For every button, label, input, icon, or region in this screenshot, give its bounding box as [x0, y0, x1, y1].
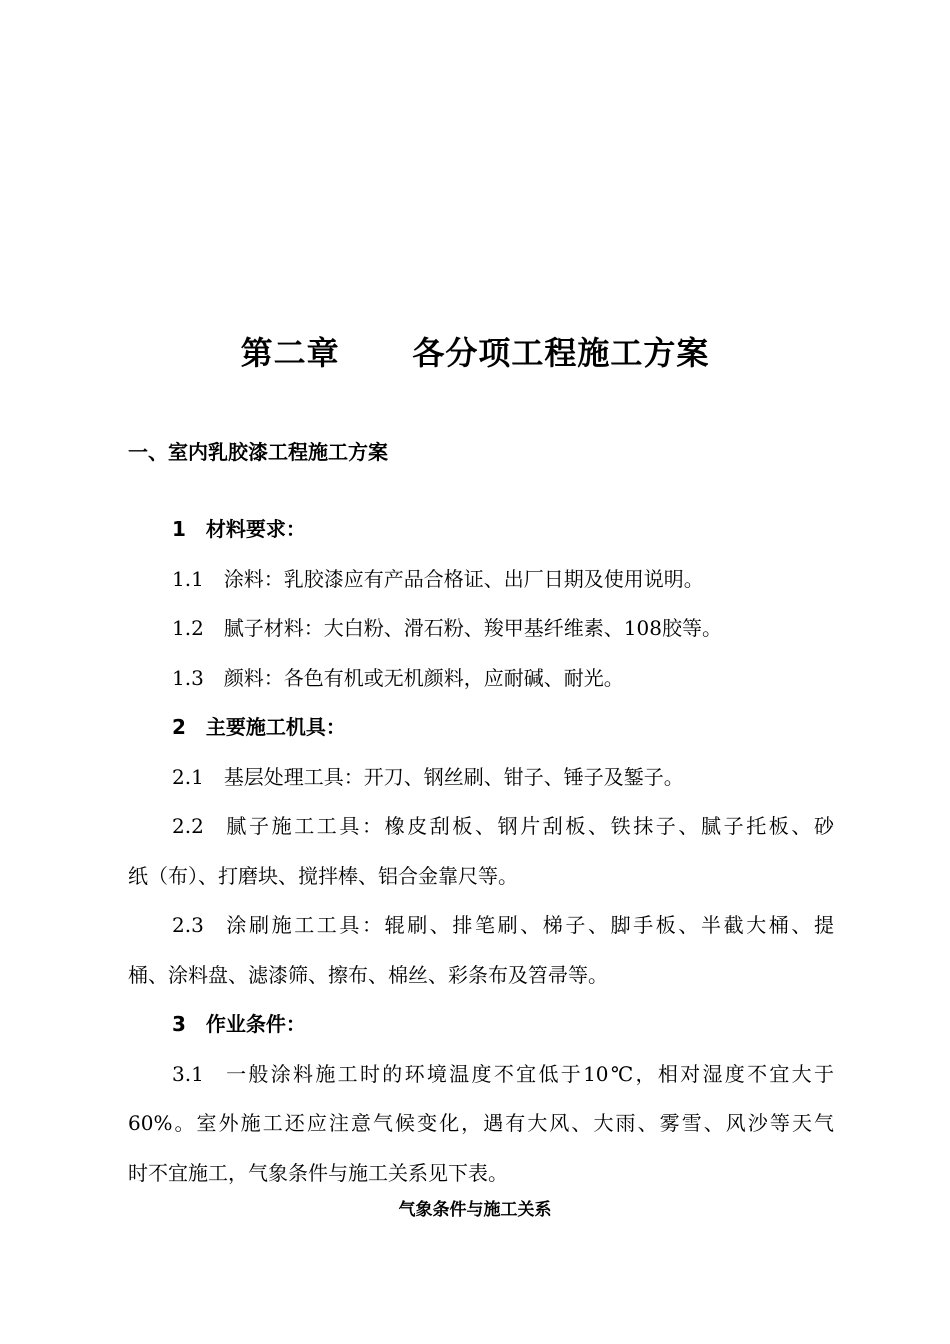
heading-number: 3	[172, 1012, 186, 1036]
paragraph-3-1-line-1	[128, 1050, 834, 1100]
paragraph-1-3	[128, 654, 834, 704]
paragraph-1-2	[128, 604, 834, 654]
item-number: 1.3	[172, 665, 204, 690]
item-number: 3.1	[172, 1061, 204, 1086]
document-body	[128, 505, 834, 1198]
paragraph-1-1	[128, 555, 834, 605]
chapter-name: 各分项工程施工方案	[412, 334, 710, 372]
item-text: 颜料：各色有机或无机颜料，应耐碱、耐光。	[223, 665, 624, 690]
section-title: 一、室内乳胶漆工程施工方案	[128, 440, 388, 464]
heading-text: 材料要求：	[205, 517, 306, 541]
paragraph-2-3-line-1	[128, 901, 834, 951]
item-number: 2.3	[172, 913, 204, 937]
heading-text: 主要施工机具：	[205, 715, 346, 739]
heading-conditions	[128, 1000, 834, 1050]
item-text: 腻子施工工具：橡皮刮板、钢片刮板、铁抹子、腻子托板、砂	[223, 814, 834, 838]
heading-materials	[128, 505, 834, 555]
table-caption: 气象条件与施工关系	[398, 1200, 552, 1220]
paragraph-2-1	[128, 753, 834, 803]
chapter-title	[0, 328, 950, 374]
paragraph-2-2-line-1	[128, 802, 834, 852]
heading-number: 1	[172, 517, 186, 541]
item-number: 1.2	[172, 616, 204, 640]
item-text: 涂料：乳胶漆应有产品合格证、出厂日期及使用说明。	[223, 566, 704, 591]
item-text: 涂刷施工工具：辊刷、排笔刷、梯子、脚手板、半截大桶、提	[223, 913, 834, 937]
heading-tools	[128, 703, 834, 753]
chapter-number: 第二章	[240, 334, 340, 372]
paragraph-3-1-line-3: 时不宜施工，气象条件与施工关系见下表。	[128, 1160, 508, 1185]
heading-text: 作业条件：	[205, 1012, 306, 1036]
item-text: 一般涂料施工时的环境温度不宜低于10℃，相对湿度不宜大于	[223, 1061, 834, 1086]
item-number: 1.1	[172, 566, 204, 591]
paragraph-2-2-line-2: 纸（布）、打磨块、搅拌棒、铝合金靠尺等。	[128, 863, 518, 888]
item-text: 腻子材料：大白粉、滑石粉、羧甲基纤维素、108胶等。	[223, 616, 722, 640]
heading-number: 2	[172, 715, 186, 739]
item-text: 基层处理工具：开刀、钢丝刷、钳子、锤子及錾子。	[223, 764, 684, 789]
paragraph-3-1-line-2: 60%。室外施工还应注意气候变化，遇有大风、大雨、雾雪、风沙等天气	[128, 1111, 834, 1135]
paragraph-2-3-line-2: 桶、涂料盘、滤漆筛、擦布、棉丝、彩条布及笤帚等。	[128, 962, 608, 987]
item-number: 2.1	[172, 764, 204, 789]
item-number: 2.2	[172, 814, 204, 838]
